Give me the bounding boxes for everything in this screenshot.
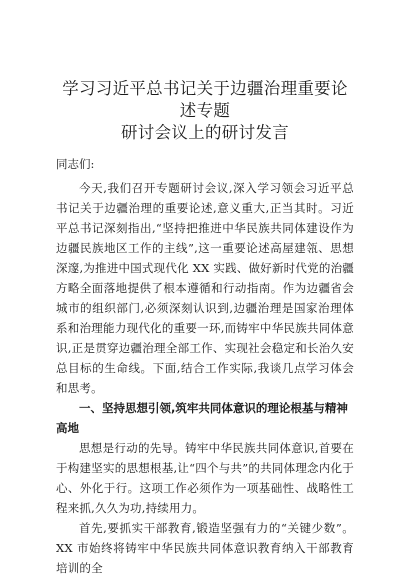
section-heading: 一、坚持思想引领,筑牢共同体意识的理论根基与精神高地 xyxy=(56,401,348,435)
title-line-1: 学习习近平总书记关于边疆治理重要论述专题 xyxy=(62,79,348,120)
salutation: 同志们: xyxy=(56,157,95,171)
section-paragraph-2: 首先,要抓实干部教育,锻造坚强有力的“关键少数”。XX 市始终将铸牢中华民族共同体意识教育纳入干部教育培训的全 xyxy=(56,521,354,575)
document-title xyxy=(56,78,354,144)
intro-paragraph: 今天,我们召开专题研讨会议,深入学习领会习近平总书记关于边疆治理的重要论述,意义重大,正当其时。习近平总书记深刻指出,“坚持把推进中华民族共同体建设作为边疆民族地区工作的主线”,这一重要论述高屋建瓴、思想深邃,为推进中国式现代化 XX 实践、做好新时代党的治疆方略全面落地提供了根本遵循和行动指南。作为边疆省会城市的组织部门,必须深刻认识到,边疆治理是国家治理体系和治理能力现代化的重要一环,而铸牢中华民族共同体意识,正是贯穿边疆治理全部工作、实现社会稳定和长治久安总目标的生命线。下面,结合工作实际,我谈几点学习体会和思考。 xyxy=(56,181,354,395)
section-paragraph-1: 思想是行动的先导。铸牢中华民族共同体意识,首要在于构建坚实的思想根基,让“四个与共”的共同体理念内化于心、外化于行。这项工作必须作为一项基础性、战略性工程来抓,久久为功,持续用力。 xyxy=(56,441,354,515)
title-line-2: 研讨会议上的研讨发言 xyxy=(121,123,289,142)
